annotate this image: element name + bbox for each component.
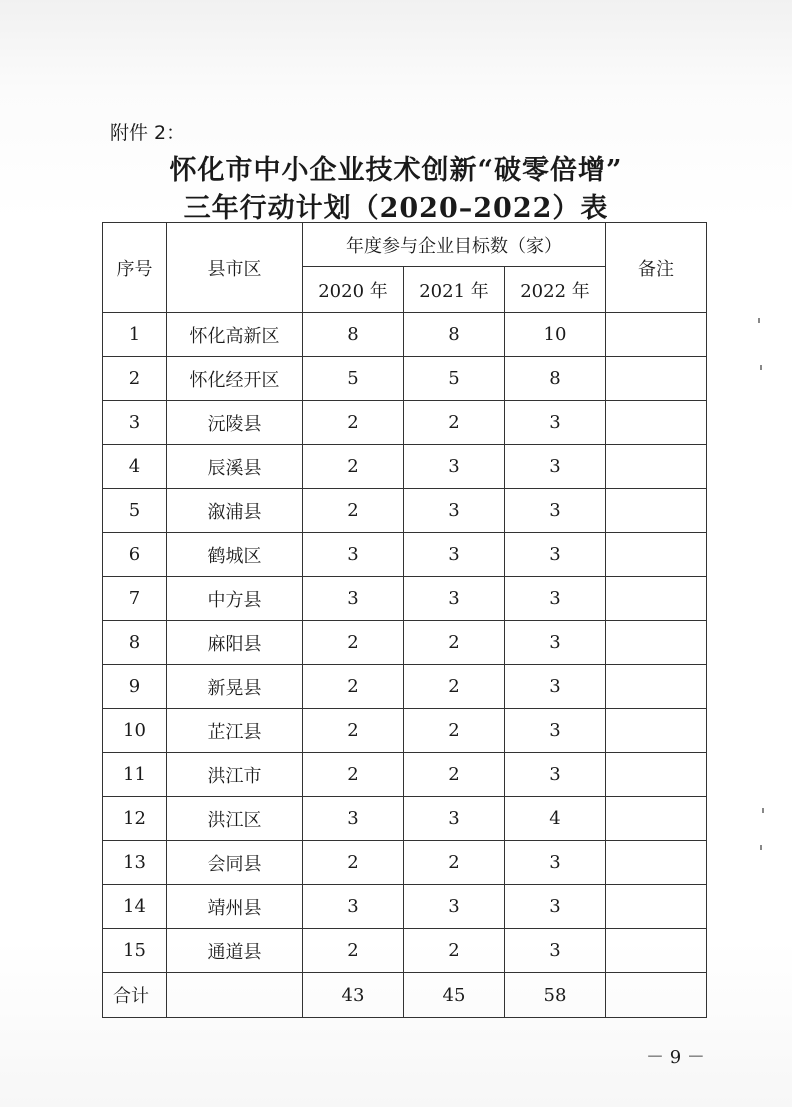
cell-2021: 2: [404, 709, 505, 753]
cell-2021: 8: [404, 313, 505, 357]
cell-2022: 10: [505, 313, 606, 357]
total-2020: 43: [303, 973, 404, 1018]
table-row: [103, 753, 707, 797]
cell-seq: 7: [103, 577, 167, 621]
cell-2022: 3: [505, 753, 606, 797]
cell-remark: [606, 753, 707, 797]
cell-2020: 3: [303, 577, 404, 621]
cell-district: 溆浦县: [167, 489, 303, 533]
cell-2022: 3: [505, 445, 606, 489]
cell-2020: 2: [303, 445, 404, 489]
table-row: [103, 489, 707, 533]
cell-remark: [606, 401, 707, 445]
cell-seq: 10: [103, 709, 167, 753]
cell-remark: [606, 357, 707, 401]
page-number: － 9 －: [646, 1047, 705, 1068]
cell-2020: 2: [303, 709, 404, 753]
cell-2021: 3: [404, 533, 505, 577]
cell-seq: 5: [103, 489, 167, 533]
cell-2022: 3: [505, 489, 606, 533]
cell-district: 辰溪县: [167, 445, 303, 489]
cell-2021: 3: [404, 885, 505, 929]
table-body: [103, 313, 707, 1018]
cell-2020: 8: [303, 313, 404, 357]
cell-2022: 3: [505, 841, 606, 885]
cell-2021: 2: [404, 621, 505, 665]
header-year-2021: 2021 年: [404, 267, 505, 313]
cell-2020: 2: [303, 841, 404, 885]
cell-seq: 4: [103, 445, 167, 489]
cell-2021: 3: [404, 797, 505, 841]
cell-seq: 12: [103, 797, 167, 841]
cell-2020: 2: [303, 929, 404, 973]
cell-remark: [606, 621, 707, 665]
cell-2020: 2: [303, 621, 404, 665]
cell-seq: 14: [103, 885, 167, 929]
cell-remark: [606, 841, 707, 885]
table-row: [103, 313, 707, 357]
cell-2020: 2: [303, 753, 404, 797]
cell-2022: 3: [505, 929, 606, 973]
cell-2020: 5: [303, 357, 404, 401]
cell-2022: 4: [505, 797, 606, 841]
cell-2022: 3: [505, 709, 606, 753]
scan-speck: [760, 365, 762, 370]
table-row: [103, 445, 707, 489]
cell-seq: 3: [103, 401, 167, 445]
scan-speck: [762, 808, 764, 813]
cell-seq: 11: [103, 753, 167, 797]
cell-2021: 2: [404, 929, 505, 973]
cell-remark: [606, 533, 707, 577]
cell-2020: 2: [303, 665, 404, 709]
table-row: [103, 841, 707, 885]
cell-district: 麻阳县: [167, 621, 303, 665]
cell-seq: 1: [103, 313, 167, 357]
cell-remark: [606, 929, 707, 973]
cell-seq: 6: [103, 533, 167, 577]
cell-district: 鹤城区: [167, 533, 303, 577]
cell-district: 新晃县: [167, 665, 303, 709]
table-row: [103, 929, 707, 973]
scan-speck: [758, 318, 760, 323]
table-row: [103, 621, 707, 665]
cell-district: 怀化经开区: [167, 357, 303, 401]
total-remark: [606, 973, 707, 1018]
table-row: [103, 665, 707, 709]
cell-seq: 2: [103, 357, 167, 401]
total-2021: 45: [404, 973, 505, 1018]
cell-2021: 3: [404, 489, 505, 533]
table-row: [103, 885, 707, 929]
cell-2022: 3: [505, 401, 606, 445]
cell-remark: [606, 577, 707, 621]
table-row: [103, 401, 707, 445]
cell-2022: 3: [505, 885, 606, 929]
cell-district: 中方县: [167, 577, 303, 621]
header-target-group: 年度参与企业目标数（家）: [303, 223, 606, 267]
header-remarks: 备注: [606, 223, 707, 313]
cell-seq: 15: [103, 929, 167, 973]
table-row: [103, 577, 707, 621]
cell-remark: [606, 665, 707, 709]
cell-2022: 3: [505, 533, 606, 577]
cell-2021: 5: [404, 357, 505, 401]
cell-remark: [606, 709, 707, 753]
cell-2020: 3: [303, 885, 404, 929]
cell-remark: [606, 489, 707, 533]
cell-district: 洪江市: [167, 753, 303, 797]
cell-district: 芷江县: [167, 709, 303, 753]
document-title-line-2: 三年行动计划（2020–2022）表: [183, 193, 609, 224]
cell-2021: 3: [404, 577, 505, 621]
cell-remark: [606, 885, 707, 929]
cell-district: 怀化高新区: [167, 313, 303, 357]
cell-seq: 9: [103, 665, 167, 709]
attachment-label: 附件 2：: [110, 122, 186, 144]
cell-2021: 2: [404, 665, 505, 709]
total-2022: 58: [505, 973, 606, 1018]
scan-speck: [760, 845, 762, 850]
table-row: [103, 709, 707, 753]
total-label: 合计: [103, 973, 167, 1018]
cell-2022: 3: [505, 621, 606, 665]
cell-2020: 2: [303, 489, 404, 533]
table-row: [103, 797, 707, 841]
cell-remark: [606, 445, 707, 489]
cell-remark: [606, 313, 707, 357]
cell-district: 会同县: [167, 841, 303, 885]
table-row: [103, 357, 707, 401]
table-row: [103, 533, 707, 577]
cell-2021: 2: [404, 401, 505, 445]
cell-2020: 3: [303, 533, 404, 577]
cell-2021: 2: [404, 753, 505, 797]
cell-remark: [606, 797, 707, 841]
cell-district: 沅陵县: [167, 401, 303, 445]
header-year-2020: 2020 年: [303, 267, 404, 313]
cell-2022: 3: [505, 665, 606, 709]
cell-2021: 2: [404, 841, 505, 885]
cell-seq: 13: [103, 841, 167, 885]
document-title-line-1: 怀化市中小企业技术创新“破零倍增”: [169, 155, 623, 186]
cell-2020: 2: [303, 401, 404, 445]
cell-seq: 8: [103, 621, 167, 665]
header-year-2022: 2022 年: [505, 267, 606, 313]
cell-district: 通道县: [167, 929, 303, 973]
header-district: 县市区: [167, 223, 303, 313]
cell-district: 靖州县: [167, 885, 303, 929]
total-row: [103, 973, 707, 1018]
target-table: [102, 222, 707, 1018]
total-district: [167, 973, 303, 1018]
header-seq: 序号: [103, 223, 167, 313]
cell-2021: 3: [404, 445, 505, 489]
cell-district: 洪江区: [167, 797, 303, 841]
cell-2022: 8: [505, 357, 606, 401]
cell-2020: 3: [303, 797, 404, 841]
cell-2022: 3: [505, 577, 606, 621]
